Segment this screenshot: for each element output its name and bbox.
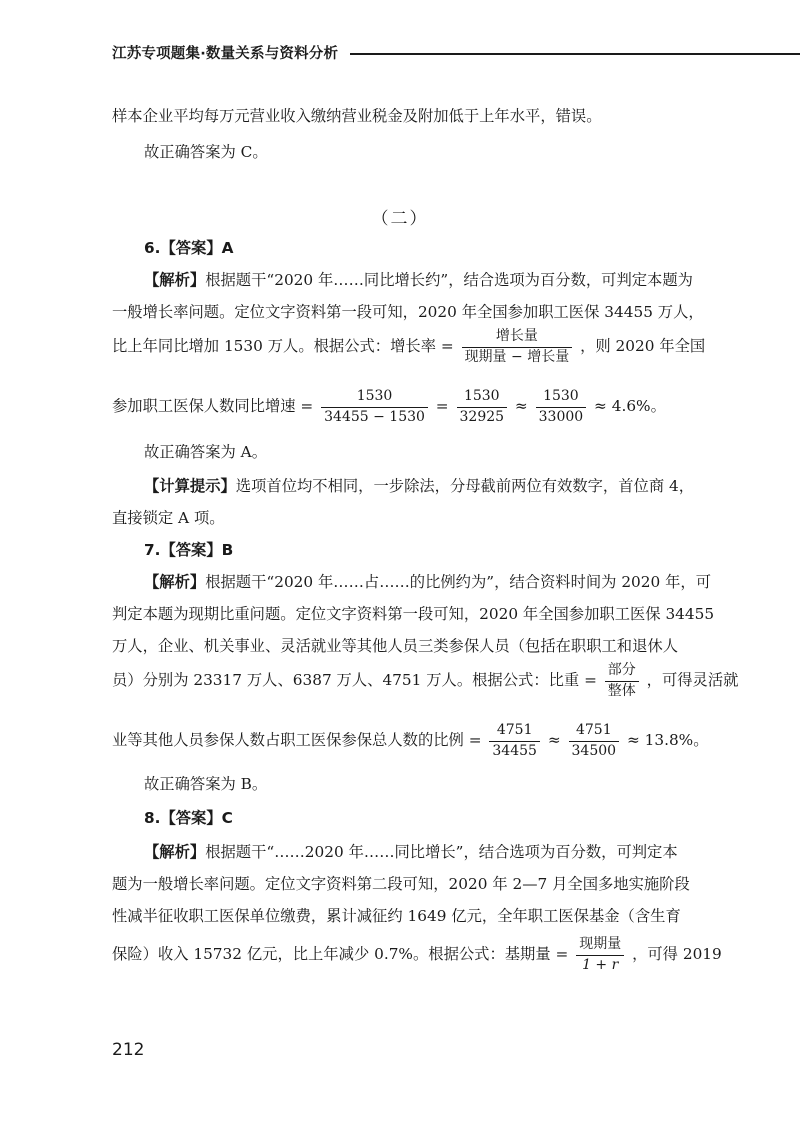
fraction-numerator: 1530 xyxy=(457,388,508,408)
fraction-denominator: 33000 xyxy=(538,408,584,425)
paragraph-line: 样本企业平均每万元营业收入缴纳营业税金及附加低于上年水平，错误。 xyxy=(112,107,602,125)
tip-tag: 【计算提示】 xyxy=(144,477,236,495)
q6-text: 根据题干“2020 年……同比增长约”，结合选项为百分数，可判定本题为 xyxy=(205,271,693,289)
q7-text: 万人，企业、机关事业、灵活就业等其他人员三类参保人员（包括在职职工和退休人 xyxy=(112,637,678,655)
q7-text: 员）分别为 23317 万人、6387 万人、4751 万人。根据公式：比重 = xyxy=(112,671,597,689)
calc-fraction xyxy=(489,722,540,760)
q7-calculation-line xyxy=(112,722,709,760)
fraction-numerator: 现期量 xyxy=(576,936,624,956)
page-header xyxy=(112,38,722,72)
equals-sign: = xyxy=(435,397,449,415)
q7-text: 根据题干“2020 年……占……的比例约为”，结合资料时间为 2020 年，可 xyxy=(205,573,712,591)
q7-conclusion: 故正确答案为 B。 xyxy=(144,775,268,793)
q6-conclusion: 故正确答案为 A。 xyxy=(144,443,267,461)
analysis-tag: 【解析】 xyxy=(144,843,206,861)
q6-text: 参加职工医保人数同比增速 = xyxy=(112,397,314,415)
fraction-numerator: 4751 xyxy=(489,722,540,742)
fraction-numerator: 4751 xyxy=(569,722,620,742)
header-rule xyxy=(350,53,800,55)
q8-formula-line xyxy=(112,936,722,974)
q6-calculation-line xyxy=(112,388,666,426)
page-number: 212 xyxy=(112,1040,145,1060)
q7-text: ，可得灵活就 xyxy=(646,671,739,689)
q6-formula-line xyxy=(112,328,705,366)
calc-fraction xyxy=(569,722,620,760)
q7-result: ≈ 13.8%。 xyxy=(626,731,709,749)
q7-answer: 7.【答案】B xyxy=(144,541,234,559)
calc-fraction xyxy=(457,388,508,426)
q6-answer: 6.【答案】A xyxy=(144,239,234,257)
q8-analysis-line xyxy=(144,840,678,862)
fraction-denominator: 现期量 − 增长量 xyxy=(464,348,570,365)
fraction-denominator: 34500 xyxy=(571,742,617,759)
q6-text: 一般增长率问题。定位文字资料第一段可知，2020 年全国参加职工医保 34455 万人， xyxy=(112,303,704,321)
q6-text: ，则 2020 年全国 xyxy=(580,337,706,355)
q7-formula-line xyxy=(112,662,738,700)
q7-text: 业等其他人员参保人数占职工医保参保总人数的比例 = xyxy=(112,731,482,749)
header-title: 江苏专项题集·数量关系与资料分析 xyxy=(112,46,339,62)
fraction-numerator: 1530 xyxy=(536,388,587,408)
analysis-tag: 【解析】 xyxy=(144,271,206,289)
q8-text: 保险）收入 15732 亿元，比上年减少 0.7%。根据公式：基期量 = xyxy=(112,945,569,963)
conclusion: 故正确答案为 C。 xyxy=(144,143,268,161)
fraction-denominator: 1 + r xyxy=(582,956,619,973)
q6-result: ≈ 4.6%。 xyxy=(594,397,666,415)
q6-text: 比上年同比增加 1530 万人。根据公式：增长率 = xyxy=(112,337,454,355)
growth-rate-fraction xyxy=(462,328,573,366)
fraction-numerator: 部分 xyxy=(605,662,639,682)
fraction-numerator: 增长量 xyxy=(462,328,573,348)
fraction-denominator: 32925 xyxy=(459,408,505,425)
q7-text: 判定本题为现期比重问题。定位文字资料第一段可知，2020 年全国参加职工医保 34455 xyxy=(112,605,715,623)
q6-analysis-line xyxy=(144,268,693,290)
proportion-fraction xyxy=(605,662,639,700)
fraction-denominator: 34455 xyxy=(492,742,537,759)
fraction-denominator: 34455 − 1530 xyxy=(324,408,425,425)
q8-text: 根据题干“……2020 年……同比增长”，结合选项为百分数，可判定本 xyxy=(205,843,678,861)
q6-tip-line xyxy=(144,474,694,496)
q8-answer: 8.【答案】C xyxy=(144,809,233,827)
section-title: （二） xyxy=(371,209,429,229)
q8-text: 题为一般增长率问题。定位文字资料第二段可知，2020 年 2—7 月全国多地实施阶段 xyxy=(112,875,690,893)
q7-analysis-line xyxy=(144,570,711,592)
base-period-fraction xyxy=(576,936,624,974)
q6-tip: 选项首位均不相同，一步除法，分母截前两位有效数字，首位商 4， xyxy=(235,477,695,495)
approx-sign: ≈ xyxy=(514,397,528,415)
fraction-denominator: 整体 xyxy=(607,682,636,699)
calc-fraction xyxy=(536,388,587,426)
fraction-numerator: 1530 xyxy=(321,388,428,408)
analysis-tag: 【解析】 xyxy=(144,573,206,591)
approx-sign: ≈ xyxy=(547,731,561,749)
q8-text: 性减半征收职工医保单位缴费，累计减征约 1649 亿元，全年职工医保基金（含生育 xyxy=(112,907,681,925)
calc-fraction xyxy=(321,388,428,426)
q6-tip: 直接锁定 A 项。 xyxy=(112,509,225,527)
q8-text: ，可得 2019 xyxy=(632,945,722,963)
